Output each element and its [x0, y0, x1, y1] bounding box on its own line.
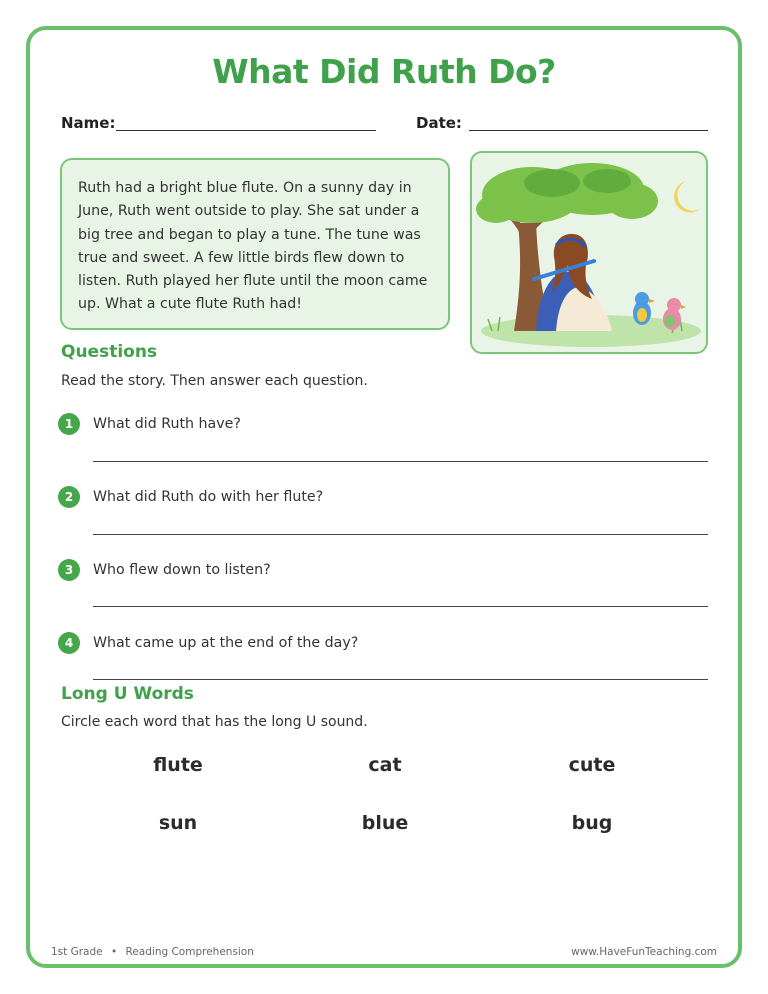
footer-grade: 1st Grade [51, 946, 103, 958]
moon-icon [674, 181, 700, 212]
page-title: What Did Ruth Do? [212, 52, 556, 91]
word-choice[interactable]: cute [568, 754, 616, 776]
girl-under-tree-illustration [472, 153, 708, 354]
answer-line[interactable] [93, 461, 708, 462]
question-number-badge: 1 [58, 413, 80, 435]
word-choice[interactable]: cat [368, 754, 402, 776]
word-choice[interactable]: flute [153, 754, 203, 776]
questions-heading: Questions [61, 342, 158, 362]
footer-separator: • [110, 946, 118, 958]
question-text: What did Ruth do with her flute? [93, 489, 324, 505]
answer-line[interactable] [93, 679, 708, 680]
question-item [58, 632, 358, 654]
question-item [58, 413, 241, 435]
word-choice[interactable]: blue [361, 812, 409, 834]
question-item [58, 559, 271, 581]
question-number-badge: 4 [58, 632, 80, 654]
name-label: Name: [61, 114, 116, 132]
questions-instruction: Read the story. Then answer each question. [61, 373, 368, 389]
story-text: Ruth had a bright blue flute. On a sunny day in June, Ruth went outside to play. She sat under a big tree and began to play a tune. The tune was true and sweet. A few little birds flew down to listen. Ruth played her flute until the moon came up. What a cute flute Ruth had! [78, 180, 428, 313]
question-number-badge: 3 [58, 559, 80, 581]
question-text: What did Ruth have? [93, 416, 241, 432]
story-illustration [470, 151, 708, 354]
footer-site: www.HaveFunTeaching.com [571, 946, 717, 958]
date-label: Date: [416, 114, 462, 132]
footer-left [51, 946, 254, 958]
footer-subject: Reading Comprehension [125, 946, 254, 958]
word-choice[interactable]: sun [158, 812, 198, 834]
answer-line[interactable] [93, 534, 708, 535]
name-field[interactable] [116, 130, 376, 131]
date-field[interactable] [469, 130, 708, 131]
answer-line[interactable] [93, 606, 708, 607]
question-number-badge: 2 [58, 486, 80, 508]
story-passage [60, 158, 450, 330]
word-choice[interactable]: bug [571, 812, 613, 834]
question-item [58, 486, 323, 508]
long-u-instruction: Circle each word that has the long U sound. [61, 714, 368, 730]
long-u-heading: Long U Words [61, 684, 194, 704]
question-text: Who flew down to listen? [93, 562, 271, 578]
question-text: What came up at the end of the day? [93, 635, 359, 651]
